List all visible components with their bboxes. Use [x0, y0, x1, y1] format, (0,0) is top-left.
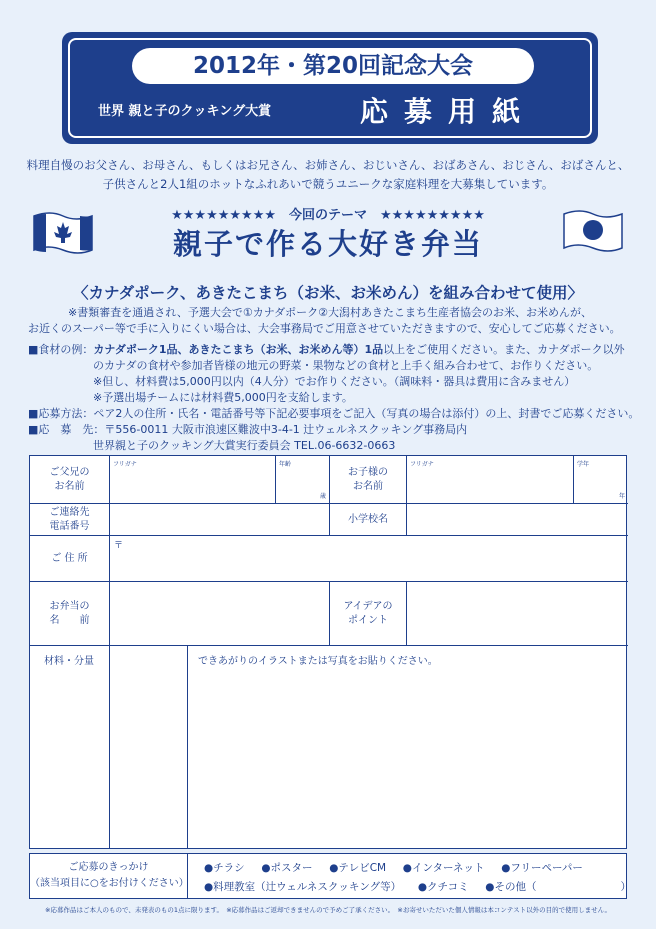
page-title: 応募用紙 — [360, 95, 537, 128]
age-label: 年齢 — [279, 461, 292, 468]
japan-flag-icon — [560, 208, 626, 254]
food-label: ■食材の例： — [28, 343, 94, 356]
application-address: ■応 募 先：〒556-0011 大阪市浪速区難波中3-4-1 辻ウェルネスクッキング事務局内 — [28, 423, 468, 436]
header-banner — [62, 32, 598, 144]
ingredients-note-1: ※書類審査を通過され、予選大会で①カナダポーク②大潟村あきたこまち生産者協会のお米、お米めんが、 — [68, 306, 593, 319]
food-line-3: ※但し、材料費は5,000円以内（4人分）でお作りください。（調味料・器具は費用に含みません） — [93, 375, 576, 388]
food-rest: 以上をご使用ください。また、カナダポーク以外 — [383, 343, 625, 356]
address-label: ご 住 所 — [30, 536, 110, 582]
ingredients-headline: 〈カナダポーク、あきたこまち（お米、お米めん）を組み合わせて使用〉 — [72, 284, 584, 302]
bento-name-label: お弁当の 名 前 — [30, 582, 110, 646]
food-example — [28, 341, 625, 357]
age-unit: 歳 — [319, 493, 326, 500]
committee-contact: 世界親と子のクッキング大賞実行委員会 TEL.06-6632-0663 — [93, 439, 396, 452]
option-free-paper[interactable]: ●フリーペーパー — [501, 862, 583, 874]
child-name-field[interactable] — [407, 456, 574, 504]
theme-label: ★★★★★★★★★ 今回のテーマ ★★★★★★★★★ — [171, 208, 485, 223]
school-field[interactable] — [407, 504, 628, 536]
header-frame — [68, 38, 592, 138]
parent-name-field[interactable] — [110, 456, 276, 504]
bento-name-field[interactable] — [110, 582, 330, 646]
option-internet[interactable]: ●インターネット — [402, 862, 485, 874]
survey-options-row-2 — [204, 879, 631, 894]
entry-form — [29, 455, 627, 849]
option-tv-cm[interactable]: ●テレビCM — [329, 862, 387, 874]
materials-label: 材料・分量 — [44, 656, 94, 667]
survey-question-line-2: （該当項目に○をお付けください） — [30, 878, 189, 889]
ingredients-note-2: お近くのスーパー等で手に入りにくい場合は、大会事務局でご用意させていただきますので、安心してご応募ください。 — [28, 322, 621, 335]
materials-field[interactable] — [110, 646, 188, 848]
furigana-label: フリガナ — [113, 461, 137, 468]
referral-survey — [29, 853, 631, 899]
parent-age-field[interactable] — [276, 456, 330, 504]
child-grade-field[interactable] — [574, 456, 628, 504]
intro-line-2: 子供さんと2人1組のホットなふれあいで競うユニークな家庭料理を大募集しています。 — [102, 177, 554, 191]
fine-print: ※応募作品はご本人のもので、未発表のもの1点に限ります。 ※応募作品はご返却できませんので予めご了承ください。 ※お寄せいただいた個人情報は本コンテスト以外の目的で使用しません。 — [45, 906, 611, 914]
address-field[interactable] — [110, 536, 628, 582]
grade-label: 学年 — [577, 461, 590, 468]
school-label: 小学校名 — [330, 504, 407, 536]
parent-name-label: ご父兄の お名前 — [30, 456, 110, 504]
idea-point-field[interactable] — [407, 582, 628, 646]
food-line-4: ※予選出場チームには材料費5,000円を支給します。 — [93, 391, 353, 404]
food-line-2: のカナダの食材や参加者皆様の地元の野菜・果物などの食材と上手く組み合わせて、お作りください。 — [93, 359, 599, 372]
application-method: ■応募方法：ペア2人の住所・氏名・電話番号等下記必要事項をご記入（写真の場合は添付）の上、封書でご応募ください。 — [28, 407, 640, 420]
furigana-label-child: フリガナ — [410, 461, 434, 468]
survey-question-line-1: ご応募のきっかけ — [68, 862, 149, 873]
materials-label-cell — [30, 646, 110, 848]
edition-title: 2012年・第20回記念大会 — [132, 48, 534, 84]
grade-unit: 年 — [618, 493, 625, 500]
option-word-of-mouth[interactable]: ●クチコミ — [417, 881, 469, 893]
intro-text — [20, 156, 636, 194]
phone-field[interactable] — [110, 504, 330, 536]
food-required: カナダポーク1品、あきたこまち（お米、お米めん等）1品 — [93, 343, 384, 356]
canada-flag-icon — [30, 210, 96, 256]
photo-instruction: できあがりのイラストまたは写真をお貼りください。 — [198, 656, 438, 667]
phone-label: ご連絡先 電話番号 — [30, 504, 110, 536]
postal-mark: 〒 — [114, 541, 124, 551]
survey-question — [30, 854, 188, 898]
option-cooking-class[interactable]: ●料理教室（辻ウェルネスクッキング等） — [204, 881, 402, 893]
intro-line-1: 料理自慢のお父さん、お母さん、もしくはお兄さん、お姉さん、おじいさん、おばあさん、おじさん、おばさんと、 — [26, 158, 630, 172]
photo-area[interactable] — [188, 646, 628, 848]
survey-options-row-1 — [204, 860, 583, 875]
option-flyer[interactable]: ●チラシ — [204, 862, 245, 874]
theme-title: 親子で作る大好き弁当 — [172, 227, 483, 261]
contest-name: 世界 親と子のクッキング大賞 — [98, 104, 272, 119]
child-name-label: お子様の お名前 — [330, 456, 407, 504]
idea-point-label: アイデアの ポイント — [330, 582, 407, 646]
option-poster[interactable]: ●ポスター — [261, 862, 313, 874]
option-other[interactable]: ●その他（ ） — [485, 881, 631, 893]
